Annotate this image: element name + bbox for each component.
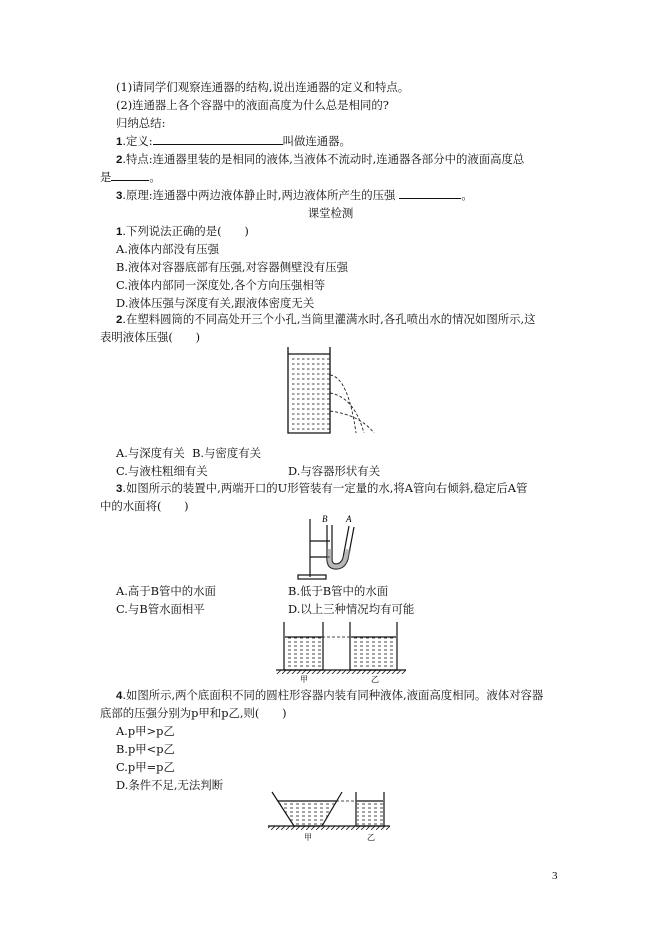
- item-text-suffix: 叫做连通器。: [282, 134, 351, 148]
- item-text: .定义:: [122, 134, 153, 148]
- item-number: 1: [116, 136, 123, 148]
- q2-stem-line-2: 表明液体压强( ): [100, 330, 201, 344]
- q3-stem-line-2: 中的水面将( ): [100, 499, 189, 513]
- summary-heading: 归纳总结:: [116, 116, 166, 130]
- question-number: 4: [116, 690, 123, 702]
- container-yi-label: 乙: [371, 675, 379, 684]
- item-number: 2: [116, 154, 123, 166]
- question-text: .如图所示的装置中,两端开口的U形管装有一定量的水,将A管向右倾斜,稳定后A管: [122, 481, 528, 495]
- item-text-suffix: 。: [149, 170, 161, 184]
- question-text: .下列说法正确的是( ): [122, 224, 249, 238]
- question-text: .在塑料圆筒的不同高处开三个小孔,当筒里灌满水时,各孔喷出水的情况如图所示,这: [122, 312, 536, 326]
- q2-figure-cylinder-jets: [286, 345, 386, 437]
- q1-stem: [116, 224, 249, 240]
- question-number: 1: [116, 226, 123, 238]
- container-jia-label: 甲: [304, 833, 312, 842]
- intro-question-2: (2)连通器上各个容器中的液面高度为什么总是相同的?: [116, 98, 389, 112]
- q3-option-c: C.与B管水面相平: [116, 602, 205, 616]
- tube-a-label: A: [346, 514, 352, 524]
- question-text: .如图所示,两个底面积不同的圆柱形容器内装有同种液体,液面高度相同。液体对容器: [122, 688, 544, 702]
- container-yi-label: 乙: [367, 833, 375, 842]
- q1-option-b: B.液体对容器底部有压强,对容器侧壁没有压强: [116, 260, 349, 274]
- summary-item-1: [116, 134, 351, 150]
- fill-blank: [153, 134, 283, 145]
- page-number: 3: [552, 870, 558, 882]
- q4-option-a: A.p甲>p乙: [116, 724, 175, 738]
- q4-stem-line-1: [116, 688, 543, 704]
- fill-blank: [111, 170, 149, 181]
- item-text: .特点:连通器里装的是相同的液体,当液体不流动时,连通器各部分中的液面高度总: [122, 152, 525, 166]
- item-text-suffix: 。: [461, 188, 473, 202]
- q2-option-c: C.与液柱粗细有关: [116, 464, 208, 478]
- q2-option-b: B.与密度有关: [192, 446, 262, 460]
- q3-figure-u-tube: [294, 513, 374, 581]
- intro-question-1: (1)请同学们观察连通器的结构,说出连通器的定义和特点。: [116, 80, 410, 94]
- item-text: .原理:连通器中两边液体静止时,两边液体所产生的压强: [122, 188, 396, 202]
- section-title: 课堂检测: [307, 206, 354, 220]
- q4-option-b: B.p甲<p乙: [116, 742, 175, 756]
- container-jia-label: 甲: [300, 675, 308, 684]
- figure-two-containers: [276, 620, 406, 682]
- q3-option-a: A.高于B管中的水面: [116, 584, 216, 598]
- q2-options-row-1: [116, 446, 261, 461]
- summary-item-3: [116, 188, 473, 204]
- q4-option-c: C.p甲=p乙: [116, 760, 175, 774]
- item-number: 3: [116, 190, 123, 202]
- q3-stem-line-1: [116, 481, 527, 497]
- q4-stem-line-2: 底部的压强分别为p甲和p乙,则( ): [100, 706, 287, 720]
- tube-b-label: B: [322, 514, 328, 524]
- q4-figure-containers: [266, 790, 396, 844]
- question-number: 3: [116, 483, 123, 495]
- q2-option-d: D.与容器形状有关: [288, 464, 381, 478]
- item-text: 是: [100, 170, 112, 184]
- question-number: 2: [116, 314, 123, 326]
- q1-option-a: A.液体内部没有压强: [116, 242, 219, 256]
- q4-option-d: D.条件不足,无法判断: [116, 778, 224, 792]
- q2-stem-line-1: [116, 312, 536, 328]
- summary-item-2-cont: [100, 170, 161, 185]
- fill-blank: [399, 188, 461, 199]
- q1-option-c: C.液体内部同一深度处,各个方向压强相等: [116, 278, 326, 292]
- summary-item-2: [116, 152, 524, 168]
- q3-option-d: D.以上三种情况均有可能: [288, 602, 415, 616]
- q1-option-d: D.液体压强与深度有关,跟液体密度无关: [116, 296, 315, 310]
- q2-option-a: A.与深度有关: [116, 446, 185, 460]
- q3-option-b: B.低于B管中的水面: [288, 584, 389, 598]
